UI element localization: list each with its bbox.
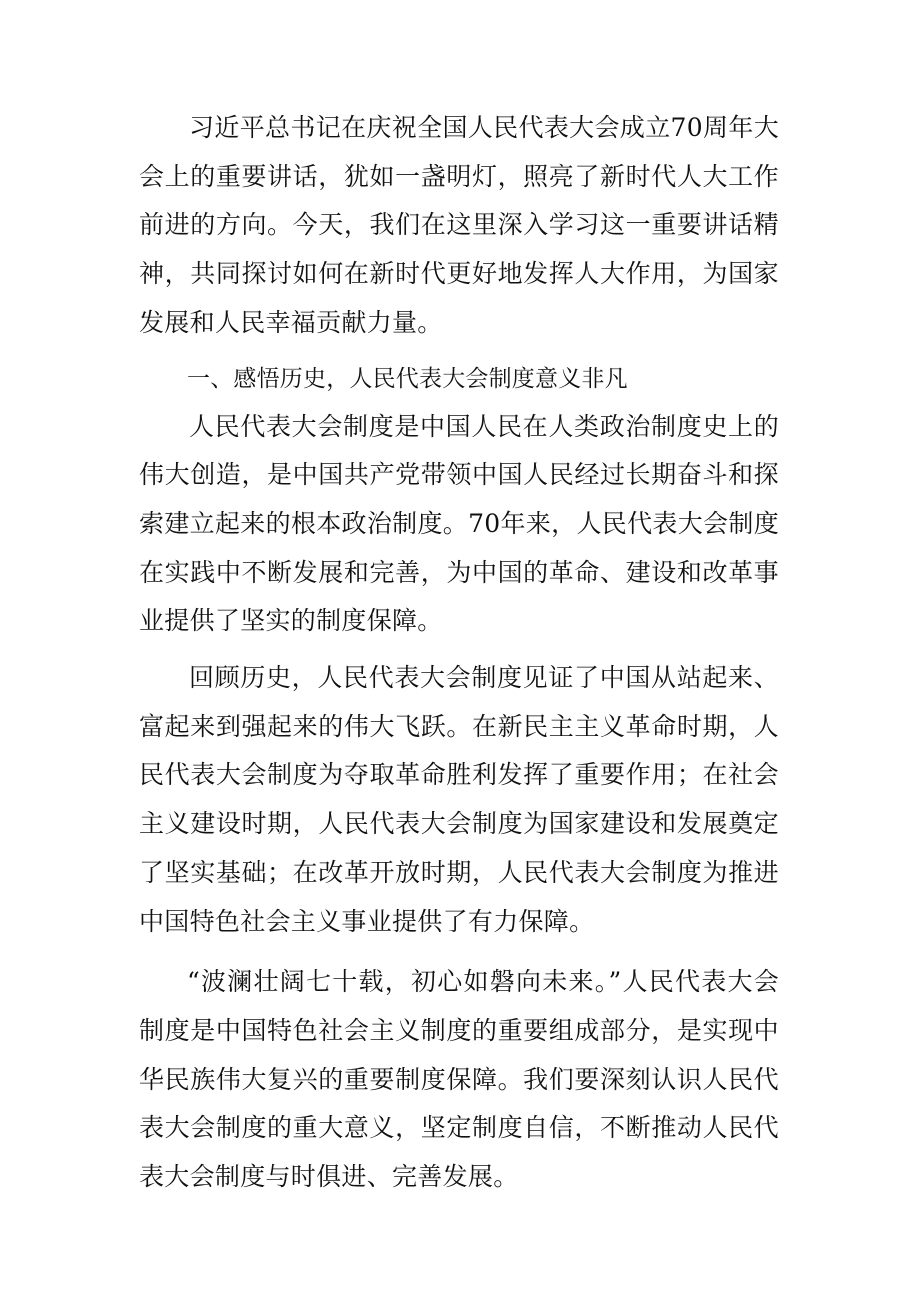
- body-paragraph-3: “波澜壮阔七十载，初心如磐向未来。”人民代表大会制度是中国特色社会主义制度的重要组成部分，是实现中华民族伟大复兴的重要制度保障。我们要深刻认识人民代表大会制度的重大意义，坚定制度自信，不断推动人民代表大会制度与时俱进、完善发展。: [139, 967, 779, 1192]
- intro-paragraph: 习近平总书记在庆祝全国人民代表大会成立70周年大会上的重要讲话，犹如一盏明灯，照亮了新时代人大工作前进的方向。今天，我们在这里深入学习这一重要讲话精神，共同探讨如何在新时代更好地发挥人大作用，为国家发展和人民幸福贡献力量。: [139, 113, 779, 337]
- document-body: [139, 104, 779, 1202]
- body-paragraph-2: 回顾历史，人民代表大会制度见证了中国从站起来、富起来到强起来的伟大飞跃。在新民主主义革命时期，人民代表大会制度为夺取革命胜利发挥了重要作用；在社会主义建设时期，人民代表大会制度为国家建设和发展奠定了坚实基础；在改革开放时期，人民代表大会制度为推进中国特色社会主义事业提供了有力保障。: [139, 663, 779, 936]
- section-heading: 一、感悟历史，人民代表大会制度意义非凡: [187, 365, 628, 392]
- body-paragraph-1: 人民代表大会制度是中国人民在人类政治制度史上的伟大创造，是中国共产党带领中国人民经过长期奋斗和探索建立起来的根本政治制度。70年来，人民代表大会制度在实践中不断发展和完善，为中国的革命、建设和改革事业提供了坚实的制度保障。: [139, 411, 779, 636]
